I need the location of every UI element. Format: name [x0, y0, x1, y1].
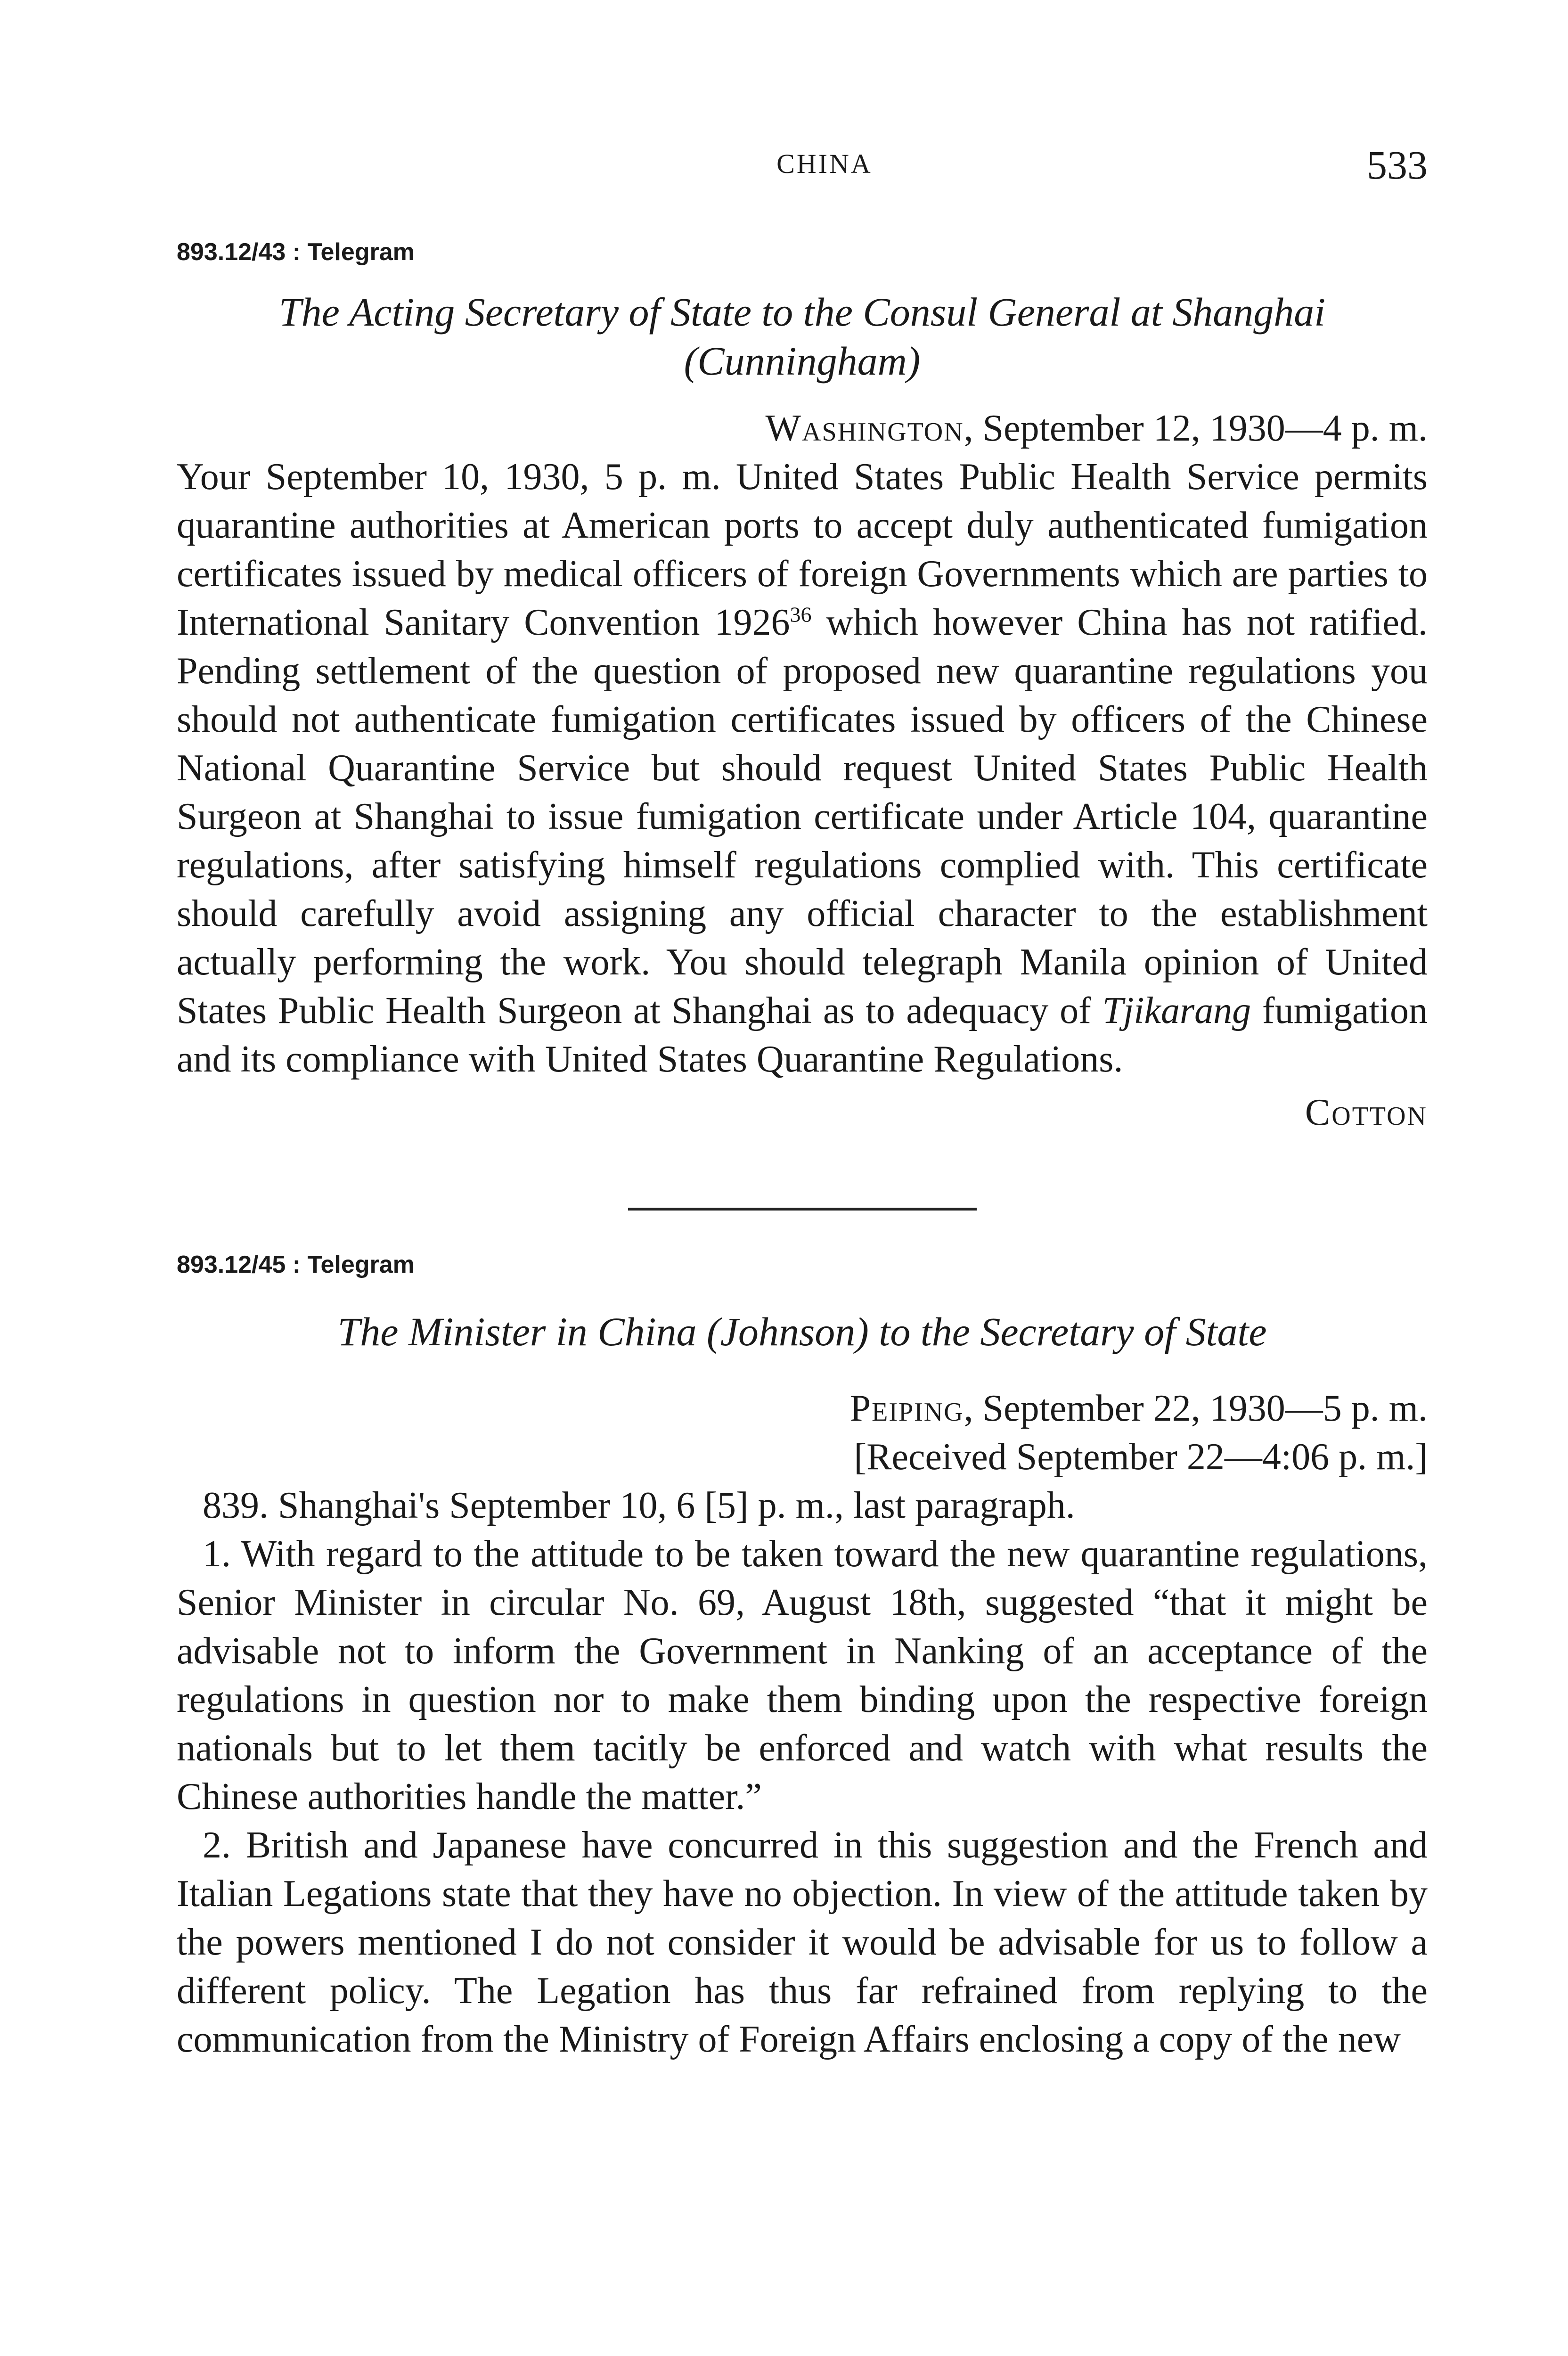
- text-column: [177, 236, 1428, 2064]
- doc1-signature: Cotton: [1305, 1092, 1428, 1133]
- doc1-body-italic-ship: Tjikarang: [1102, 990, 1251, 1031]
- doc1-title-line2: (Cunningham): [684, 338, 921, 384]
- doc1-body-part3: fumigation and its compliance with United States Quarantine Regulations.: [177, 990, 1428, 1080]
- doc1-dateline-place: Washington: [765, 408, 964, 449]
- doc1-file-id: 893.12/43 : Telegram: [177, 238, 415, 266]
- doc2-dateline: [177, 1384, 1428, 1433]
- doc1-title: [177, 287, 1428, 385]
- doc1-title-line1: The Acting Secretary of State to the Consul General at Shanghai: [278, 289, 1326, 335]
- doc2-dateline-date: , September 22, 1930—5 p. m.: [964, 1388, 1428, 1429]
- doc1-dateline: [177, 404, 1428, 453]
- page-number: 533: [1367, 142, 1428, 188]
- doc2-title: The Minister in China (Johnson) to the Secretary of State: [337, 1309, 1267, 1354]
- doc2-file-id: 893.12/45 : Telegram: [177, 1251, 415, 1278]
- section-divider: [628, 1208, 977, 1211]
- doc1-body-paragraph: [177, 453, 1428, 1084]
- doc2-paragraph-1: 1. With regard to the attitude to be taken toward the new quarantine regulations, Senior Minister in circular No. 69, August 18th, suggested “that it might be advisable not to inform the Government in Nanking of an acceptance of the regulations in question nor to make them binding upon the respective foreign nationals but to let them tacitly be enforced and watch with what results the Chinese authorities handle the matter.”: [177, 1533, 1428, 1817]
- doc2-paragraph-2: 2. British and Japanese have concurred in this suggestion and the French and Italian Legations state that they have no objection. In view of the attitude taken by the powers mentioned I do not consider it would be advisable for us to follow a different policy. The Legation has thus far refrained from replying to the communication from the Ministry of Foreign Affairs enclosing a copy of the new: [177, 1824, 1428, 2060]
- doc1-body-part1: Your September 10, 1930, 5 p. m. United States Public Health Service permits quarantine authorities at American ports to accept duly authenticated fumigation certificates issued by medical officers of foreign Governments which are parties to International Sanitary Convention 1926: [177, 456, 1428, 643]
- doc1-body-part2: which however China has not ratified. Pending settlement of the question of proposed new quarantine regulations you should not authenticate fumigation certificates issued by officers of the Chinese National Quarantine Service but should request United States Public Health Surgeon at Shanghai to issue fumigation certificate under Article 104, quarantine regulations, after satisfying himself regulations complied with. This certificate should carefully avoid assigning any official character to the establishment actually performing the work. You should telegraph Manila opinion of United States Public Health Surgeon at Shanghai as to adequacy of: [177, 602, 1428, 1031]
- doc2-dateline-place: Peiping: [849, 1388, 964, 1429]
- running-head: [221, 141, 1428, 193]
- running-head-title: CHINA: [776, 148, 873, 179]
- footnote-reference: 36: [790, 602, 812, 627]
- doc2-received: [Received September 22—4:06 p. m.]: [854, 1436, 1428, 1478]
- doc1-dateline-date: , September 12, 1930—4 p. m.: [964, 408, 1428, 449]
- doc2-intro: 839. Shanghai's September 10, 6 [5] p. m., last paragraph.: [203, 1485, 1075, 1526]
